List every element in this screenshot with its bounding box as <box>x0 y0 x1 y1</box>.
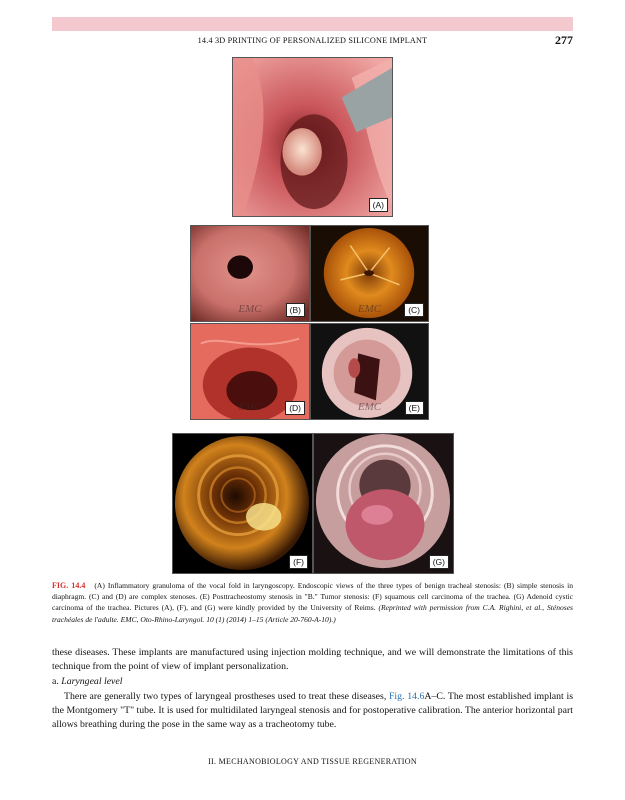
figure-panel-d <box>190 323 310 420</box>
footer-running-title: II. MECHANOBIOLOGY AND TISSUE REGENERATION <box>208 757 417 766</box>
subheading-number: a. <box>52 676 59 687</box>
subheading-text: Laryngeal level <box>61 676 123 687</box>
panel-label: (D) <box>285 401 305 415</box>
panel-g-image <box>314 434 453 573</box>
panel-label: (E) <box>405 401 424 415</box>
section-subheading <box>52 676 122 687</box>
paragraph-text: There are generally two types of laryngeal prostheses used to treat these diseases, <box>64 691 389 702</box>
caption-permission: (Reprinted with permission from C.A. Righini, et al., Sténoses trachéales de l'adulte. EMC, Oto-Rhino-Laryngol. 10 (1) (2014) 1–15 (Article 20-760-A-10).) <box>52 603 573 624</box>
body-paragraph-2 <box>52 690 573 733</box>
panel-label: (G) <box>429 555 449 569</box>
panel-label: (B) <box>286 303 305 317</box>
figure-panel-e <box>310 323 429 420</box>
figure-link[interactable]: Fig. 14.6 <box>388 691 425 702</box>
running-header <box>52 33 573 47</box>
panel-f-image <box>173 434 312 573</box>
emc-watermark: EMC <box>238 303 262 315</box>
paragraph-text: A–C. The most established implant is the Montgomery "T" tube. It is used for multidilated laryngeal stenosis and for postoperative calibration. The anterior horizontal part allows breathing during the pose in the same way as a tracheotomy tube. <box>52 691 574 731</box>
panel-label: (A) <box>369 198 388 212</box>
running-header-title: 14.4 3D PRINTING OF PERSONALIZED SILICONE IMPLANT <box>197 36 428 45</box>
body-paragraph-1: these diseases. These implants are manufactured using injection molding technique, and we will demonstrate the limitations of this technique from the point of view of implant personalization. <box>52 647 573 673</box>
page-number: 277 <box>555 33 573 47</box>
panel-label: (F) <box>289 555 308 569</box>
panel-label: (C) <box>404 303 424 317</box>
figure-panel-b <box>190 225 310 322</box>
emc-watermark: EMC <box>238 401 262 413</box>
figure-caption <box>52 580 573 625</box>
header-color-bar <box>52 17 573 31</box>
figure-panel-a <box>232 57 393 217</box>
panel-a-image <box>233 58 392 216</box>
emc-watermark: EMC <box>357 303 382 315</box>
caption-text: (A) Inflammatory granuloma of the vocal fold in laryngoscopy. Endoscopic views of the three types of benign tracheal stenosis: (B) simple stenosis in diaphragm. (C) and (D) are complex stenoses. (E) Posttracheostomy stenosis in "B." Tumor stenosis: (F) squamous cell carcinoma of the trachea. (G) Adenoid cystic carcinoma of the trachea. Pictures (A), (F), and (G) were kindly provided by the University of Reims. <box>52 581 573 613</box>
figure-label: FIG. 14.4 <box>52 581 86 590</box>
figure-panel-g <box>313 433 454 574</box>
figure-panel-f <box>172 433 313 574</box>
emc-watermark: EMC <box>357 401 382 413</box>
figure-panel-c <box>310 225 429 322</box>
